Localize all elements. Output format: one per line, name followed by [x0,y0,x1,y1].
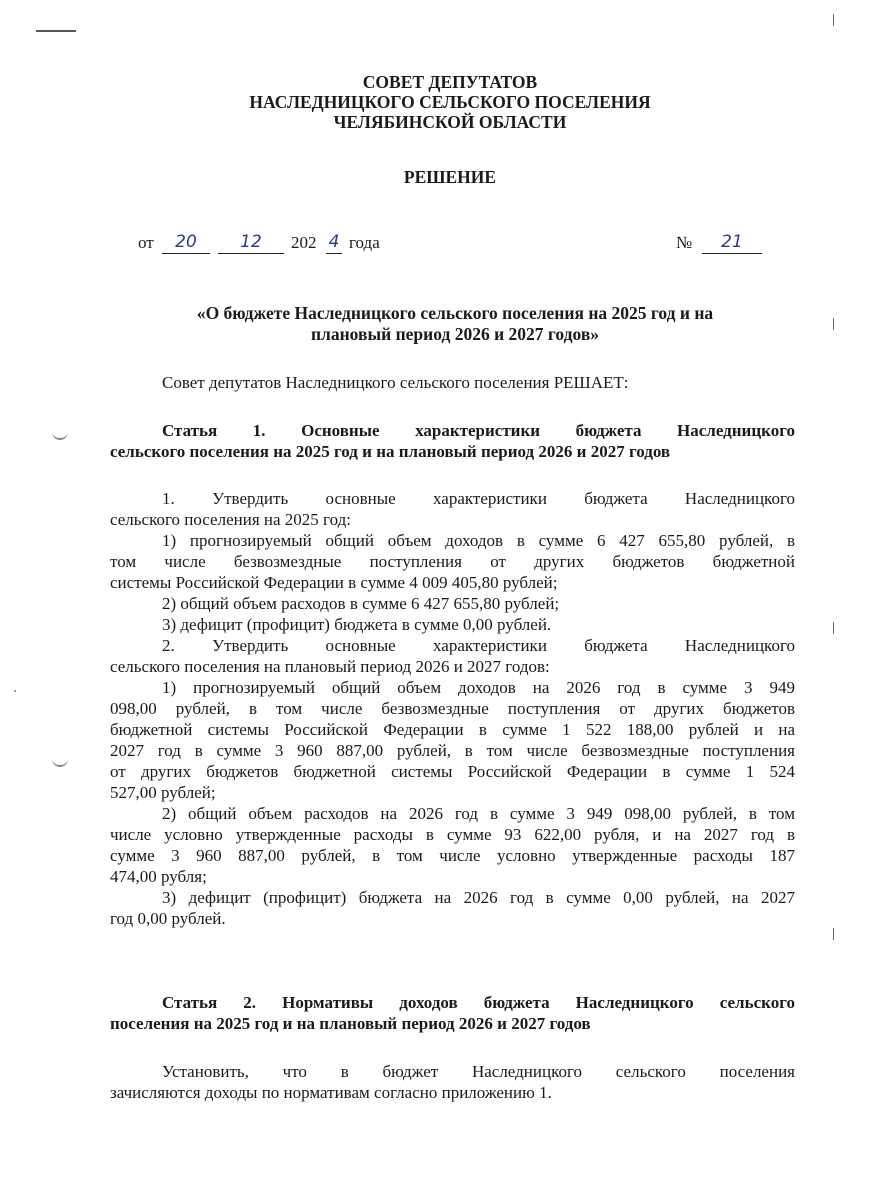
scan-mark [833,14,834,26]
date-year-prefix: 202 [291,233,317,252]
body-line: сельского поселения на 2025 год: [110,510,351,529]
body-line: 2. Утвердить основные характеристики бюджета Наследницкого [162,636,795,655]
body-line: сельского поселения на плановый период 2026 и 2027 годов: [110,657,550,676]
punch-hole [52,430,68,440]
body-line: 098,00 рублей, в том числе безвозмездные поступления от других бюджетов [110,699,795,718]
date-line [138,233,768,257]
article-1-body [110,488,795,929]
date-month: 12 [218,233,284,254]
preamble-text: Совет депутатов Наследницкого сельского поселения РЕШАЕТ: [162,373,629,392]
article-2-body [110,1061,795,1103]
heading-line: Статья 1. Основные характеристики бюджета Наследницкого [162,421,795,440]
article-1-heading [110,420,795,462]
header-line: НАСЛЕДНИЦКОГО СЕЛЬСКОГО ПОСЕЛЕНИЯ [249,92,651,112]
date-year-digit: 4 [326,233,342,254]
subject-line: плановый период 2026 и 2027 годов» [310,324,600,344]
body-line: числе условно утвержденные расходы в сумме 93 622,00 рубля, и на 2027 год в [110,825,795,844]
body-line: 3) дефицит (профицит) бюджета на 2026 год в сумме 0,00 рублей, на 2027 [162,888,795,907]
heading-line: Статья 2. Нормативы доходов бюджета Наследницкого сельского [162,993,795,1012]
body-line: том числе безвозмездные поступления от других бюджетов бюджетной [110,552,795,571]
scan-mark [833,318,834,330]
body-line: системы Российской Федерации в сумме 4 009 405,80 рублей; [110,573,558,592]
subject-line: «О бюджете Наследницкого сельского поселения на 2025 год и на [196,303,714,323]
scan-mark [36,30,76,32]
body-line: 2) общий объем расходов в сумме 6 427 655,80 рублей; [162,594,560,613]
preamble [110,372,795,393]
decision-title: РЕШЕНИЕ [403,167,497,187]
body-line: Установить, что в бюджет Наследницкого сельского поселения [162,1062,795,1081]
punch-hole [52,757,68,767]
date-from-label: от [138,233,154,252]
scan-mark [14,690,16,692]
body-line: 474,00 рубля; [110,867,207,886]
body-line: сумме 3 960 887,00 рублей, в том числе условно утвержденные расходы 187 [110,846,795,865]
body-line: 1) прогнозируемый общий объем доходов в сумме 6 427 655,80 рублей, в [162,531,795,550]
decision-subject [120,303,790,345]
number-label: № [676,233,693,252]
body-line: от других бюджетов бюджетной системы Российской Федерации в сумме 1 524 [110,762,795,781]
decision-number: 21 [702,233,762,254]
body-line: 2) общий объем расходов на 2026 год в сумме 3 949 098,00 рублей, в том [162,804,795,823]
date-day: 20 [162,233,210,254]
heading-line: поселения на 2025 год и на плановый период 2026 и 2027 годов [110,1014,591,1033]
scan-mark [833,928,834,940]
scan-mark [833,622,834,634]
body-line: зачисляются доходы по нормативам согласно приложению 1. [110,1083,552,1102]
body-line: 1) прогнозируемый общий объем доходов на 2026 год в сумме 3 949 [162,678,795,697]
body-line: 3) дефицит (профицит) бюджета в сумме 0,00 рублей. [162,615,552,634]
body-line: год 0,00 рублей. [110,909,226,928]
header-line: ЧЕЛЯБИНСКОЙ ОБЛАСТИ [333,112,567,132]
heading-line: сельского поселения на 2025 год и на плановый период 2026 и 2027 годов [110,442,671,461]
header-line: СОВЕТ ДЕПУТАТОВ [362,72,538,92]
body-line: 2027 год в сумме 3 960 887,00 рублей, в том числе безвозмездные поступления [110,741,795,760]
body-line: 527,00 рублей; [110,783,216,802]
date-year-suffix: года [349,233,380,252]
body-line: 1. Утвердить основные характеристики бюджета Наследницкого [162,489,795,508]
document-header [100,72,800,132]
article-2-heading [110,992,795,1034]
body-line: бюджетной системы Российской Федерации в сумме 1 522 188,00 рублей и на [110,720,795,739]
